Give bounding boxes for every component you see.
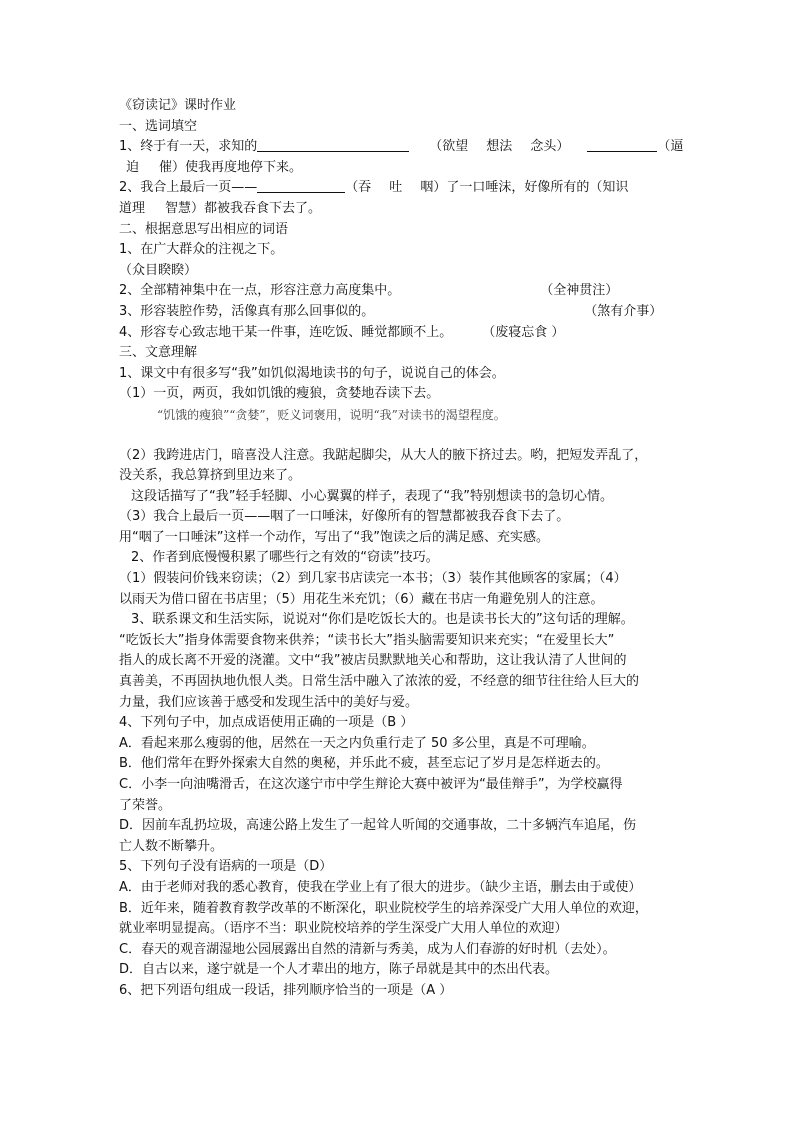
question-4-option-c: C．小李一向油嘴滑舌，在这次遂宁市中学生辩论大赛中被评为“最佳辩手”，为学校赢得 bbox=[119, 777, 623, 792]
passage-3: （3）我合上最后一页——咽了一口唾沫，好像所有的智慧都被我吞食下去了。 bbox=[119, 509, 570, 525]
question-3-answer-line-4: 力量，我们应该善于感受和发现生活中的美好与爱。 bbox=[119, 694, 419, 710]
question-4-option-c-cont: 了荣誉。 bbox=[119, 797, 172, 813]
section-2-answer-3: （煞有介事） bbox=[584, 303, 663, 319]
section-3-question-2: 2、作者到底慢慢积累了哪些行之有效的“窃读”技巧。 bbox=[131, 550, 439, 566]
question-5-option-b: B．近年来，随着教育教学改革的不断深化，职业院校学生的培养深受广大用人单位的欢迎， bbox=[119, 900, 648, 916]
question-1-1-cont: 迫 催）使我再度地停下来。 bbox=[126, 159, 303, 175]
question-3-answer-line-3: 真善美，不再固执地仇恨人类。日常生活中融入了浓浓的爱，不经意的细节往往给人巨大的 bbox=[119, 674, 640, 690]
question-4-option-b: B．他们常年在野外探索大自然的奥秘，并乐此不疲，甚至忘记了岁月是怎样逝去的。 bbox=[119, 756, 609, 772]
passage-1: （1）一页，两页，我如饥饿的瘦狼，贪婪地吞读下去。 bbox=[119, 386, 440, 402]
question-2-answer-line-2: 以雨天为借口留在书店里；（5）用花生米充饥；（6）藏在书店一角避免别人的注意。 bbox=[119, 591, 604, 607]
question-1-1: 1、终于有一天，求知的 （欲望 想法 念头） （逼 bbox=[119, 139, 684, 155]
question-5: 5、下列句子没有语病的一项是（D） bbox=[119, 859, 333, 875]
question-4: 4、下列句子中，加点成语使用正确的一项是（B ） bbox=[119, 715, 414, 731]
section-2-item-3: 3、形容装腔作势，活像真有那么回事似的。 （煞有介事） bbox=[119, 303, 663, 319]
question-3-answer-line-2: 指人的成长离不开爱的浇灌。文中“我”被店员默默地关心和帮助，这让我认清了人世间的 bbox=[119, 653, 627, 669]
section-1-heading: 一、选词填空 bbox=[119, 118, 198, 134]
section-2-item-1: 1、在广大群众的注视之下。 bbox=[119, 242, 284, 258]
answer-blank bbox=[257, 137, 409, 152]
passage-3-answer: 用“咽了一口唾沫”这样一个动作，写出了“我”饱读之后的满足感、充实感。 bbox=[119, 529, 549, 545]
section-3-question-1: 1、课文中有很多写“我”如饥似渴地读书的句子，说说自己的体会。 bbox=[119, 365, 505, 381]
passage-2-answer: 这段话描写了“我”轻手轻脚、小心翼翼的样子，表现了“我”特别想读书的急切心情。 bbox=[131, 488, 613, 504]
answer-blank bbox=[257, 178, 345, 193]
section-2-heading: 二、根据意思写出相应的词语 bbox=[119, 221, 289, 237]
section-2-answer-1: （众目睽睽） bbox=[119, 262, 198, 278]
question-4-option-a: A．看起来那么瘦弱的他，居然在一天之内负重行走了 50 多公里，真是不可理喻。 bbox=[119, 735, 595, 751]
question-4-option-d: D．因前车乱扔垃圾，高速公路上发生了一起耸人听闻的交通事故，二十多辆汽车追尾，伤 bbox=[119, 818, 637, 834]
question-2-answer-line-1: （1）假装问价钱来窃读；（2）到几家书店读完一本书；（3）装作其他顾客的家属；（4） bbox=[119, 571, 627, 587]
question-1-2: 2、我合上最后一页—— （吞 吐 咽）了一口唾沫，好像所有的（知识 bbox=[119, 180, 629, 196]
section-3-question-3: 3、联系课文和生活实际，说说对“你们是吃饭长大的。也是读书长大的”这句话的理解。 bbox=[131, 612, 634, 628]
passage-2-line-2: 没关系，我总算挤到里边来了。 bbox=[119, 468, 302, 484]
question-5-option-a: A．由于老师对我的悉心教育，使我在学业上有了很大的进步。（缺少主语，删去由于或使） bbox=[119, 879, 642, 895]
worksheet-page bbox=[119, 96, 684, 1002]
question-5-option-d: D．自古以来，遂宁就是一个人才辈出的地方，陈子昂就是其中的杰出代表。 bbox=[119, 962, 559, 978]
section-3-heading: 三、文意理解 bbox=[119, 345, 198, 361]
question-5-option-b-cont: 就业率明显提高。（语序不当：职业院校培养的学生深受广大用人单位的欢迎） bbox=[119, 921, 568, 937]
question-5-option-c: C．春天的观音湖湿地公园展露出自然的清新与秀美，成为人们春游的好时机（去处）。 bbox=[119, 941, 616, 957]
section-2-item-4: 4、形容专心致志地干某一件事，连吃饭、睡觉都顾不上。 （废寝忘食 ） bbox=[119, 324, 565, 340]
question-4-option-d-cont: 亡人数不断攀升。 bbox=[119, 838, 224, 854]
section-2-answer-2: （全神贯注） bbox=[540, 283, 619, 299]
passage-2-line-1: （2）我跨进店门，暗喜没人注意。我踮起脚尖，从大人的腋下挤过去。哟，把短发弄乱了， bbox=[119, 447, 648, 463]
question-1-2-cont: 道理 智慧）都被我吞食下去了。 bbox=[119, 200, 322, 216]
question-6: 6、把下列语句组成一段话，排列顺序恰当的一项是（A ） bbox=[119, 982, 453, 998]
passage-1-answer: “饥饿的瘦狼”“贪婪”，贬义词褒用，说明“我”对读书的渴望程度。 bbox=[157, 407, 506, 422]
question-3-answer-line-1: “吃饭长大”指身体需要食物来供养；“读书长大”指头脑需要知识来充实；“在爱里长大” bbox=[119, 632, 615, 648]
section-2-answer-4: （废寝忘食 ） bbox=[482, 324, 565, 340]
worksheet-title: 《窃读记》课时作业 bbox=[119, 98, 237, 113]
section-2-item-2: 2、全部精神集中在一点，形容注意力高度集中。 （全神贯注） bbox=[119, 283, 619, 299]
answer-blank bbox=[587, 137, 657, 152]
